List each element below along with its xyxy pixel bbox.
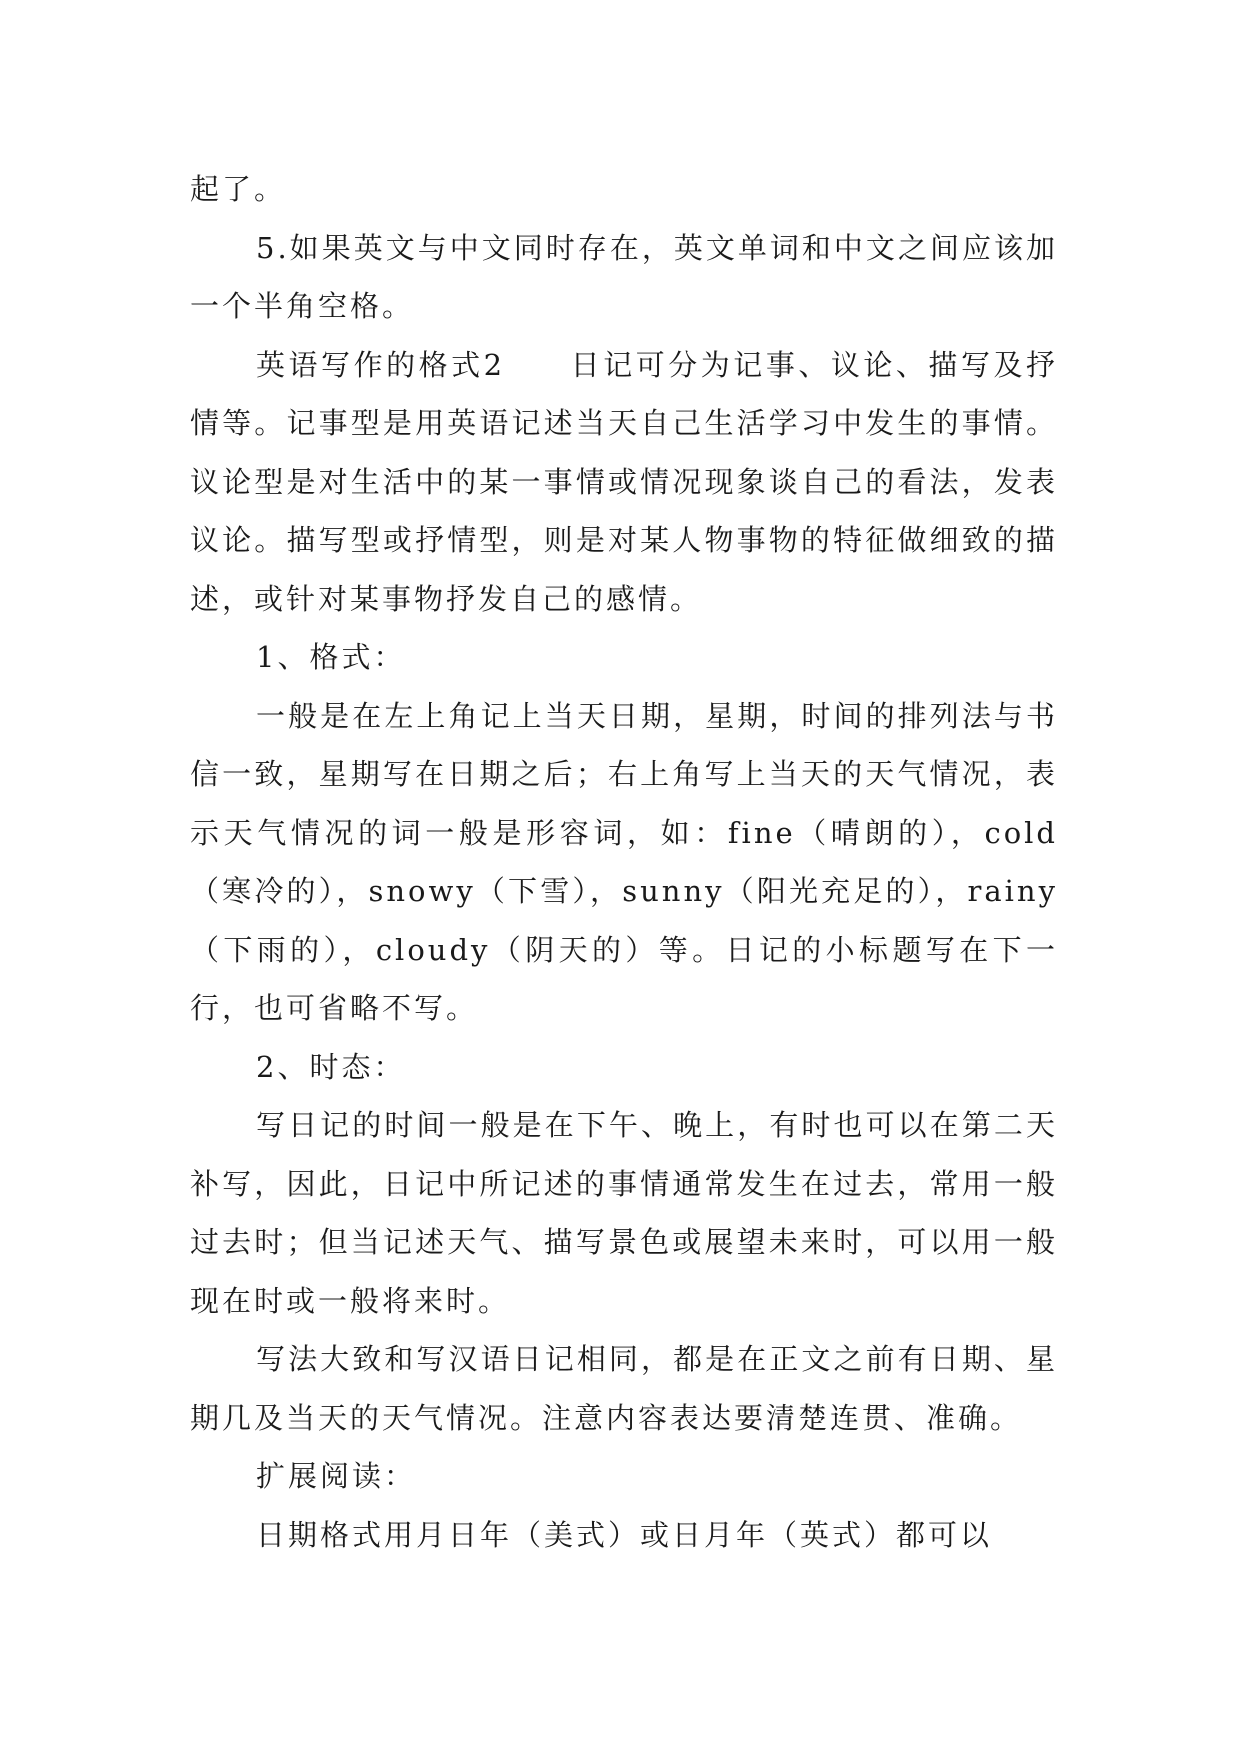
paragraph-format-2-intro: 英语写作的格式2 日记可分为记事、议论、描写及抒情等。记事型是用英语记述当天自己生活学习中发生的事情。议论型是对生活中的某一事情或情况现象谈自己的看法，发表议论。描写型或抒情型，则是对某人物事物的特征做细致的描述，或针对某事物抒发自己的感情。 [190,347,1058,616]
section-heading-format: 1、格式： [256,640,406,674]
document-body [190,160,1058,1564]
section-heading-extended-reading: 扩展阅读： [256,1459,417,1493]
paragraph-tense-details: 写日记的时间一般是在下午、晚上，有时也可以在第二天补写，因此，日记中所记述的事情通常发生在过去，常用一般过去时；但当记述天气、描写景色或展望未来时，可以用一般现在时或一般将来时。 [190,1108,1058,1318]
paragraph-date-format: 日期格式用月日年（美式）或日月年（英式）都可以 [256,1517,993,1552]
paragraph-format-details: 一般是在左上角记上当天日期，星期，时间的排列法与书信一致，星期写在日期之后；右上角写上当天的天气情况，表示天气情况的词一般是形容词，如：fine（晴朗的），cold（寒冷的），snowy（下雪），sunny（阳光充足的），rainy（下雨的），cloudy（阴天的）等。日记的小标题写在下一行，也可省略不写。 [190,698,1058,1025]
paragraph-rule-5: 5.如果英文与中文同时存在，英文单词和中文之间应该加一个半角空格。 [190,230,1058,323]
section-heading-tense: 2、时态： [256,1049,406,1084]
paragraph-continuation: 起了。 [190,172,287,206]
paragraph-writing-method: 写法大致和写汉语日记相同，都是在正文之前有日期、星期几及当天的天气情况。注意内容表达要清楚连贯、准确。 [190,1342,1058,1435]
